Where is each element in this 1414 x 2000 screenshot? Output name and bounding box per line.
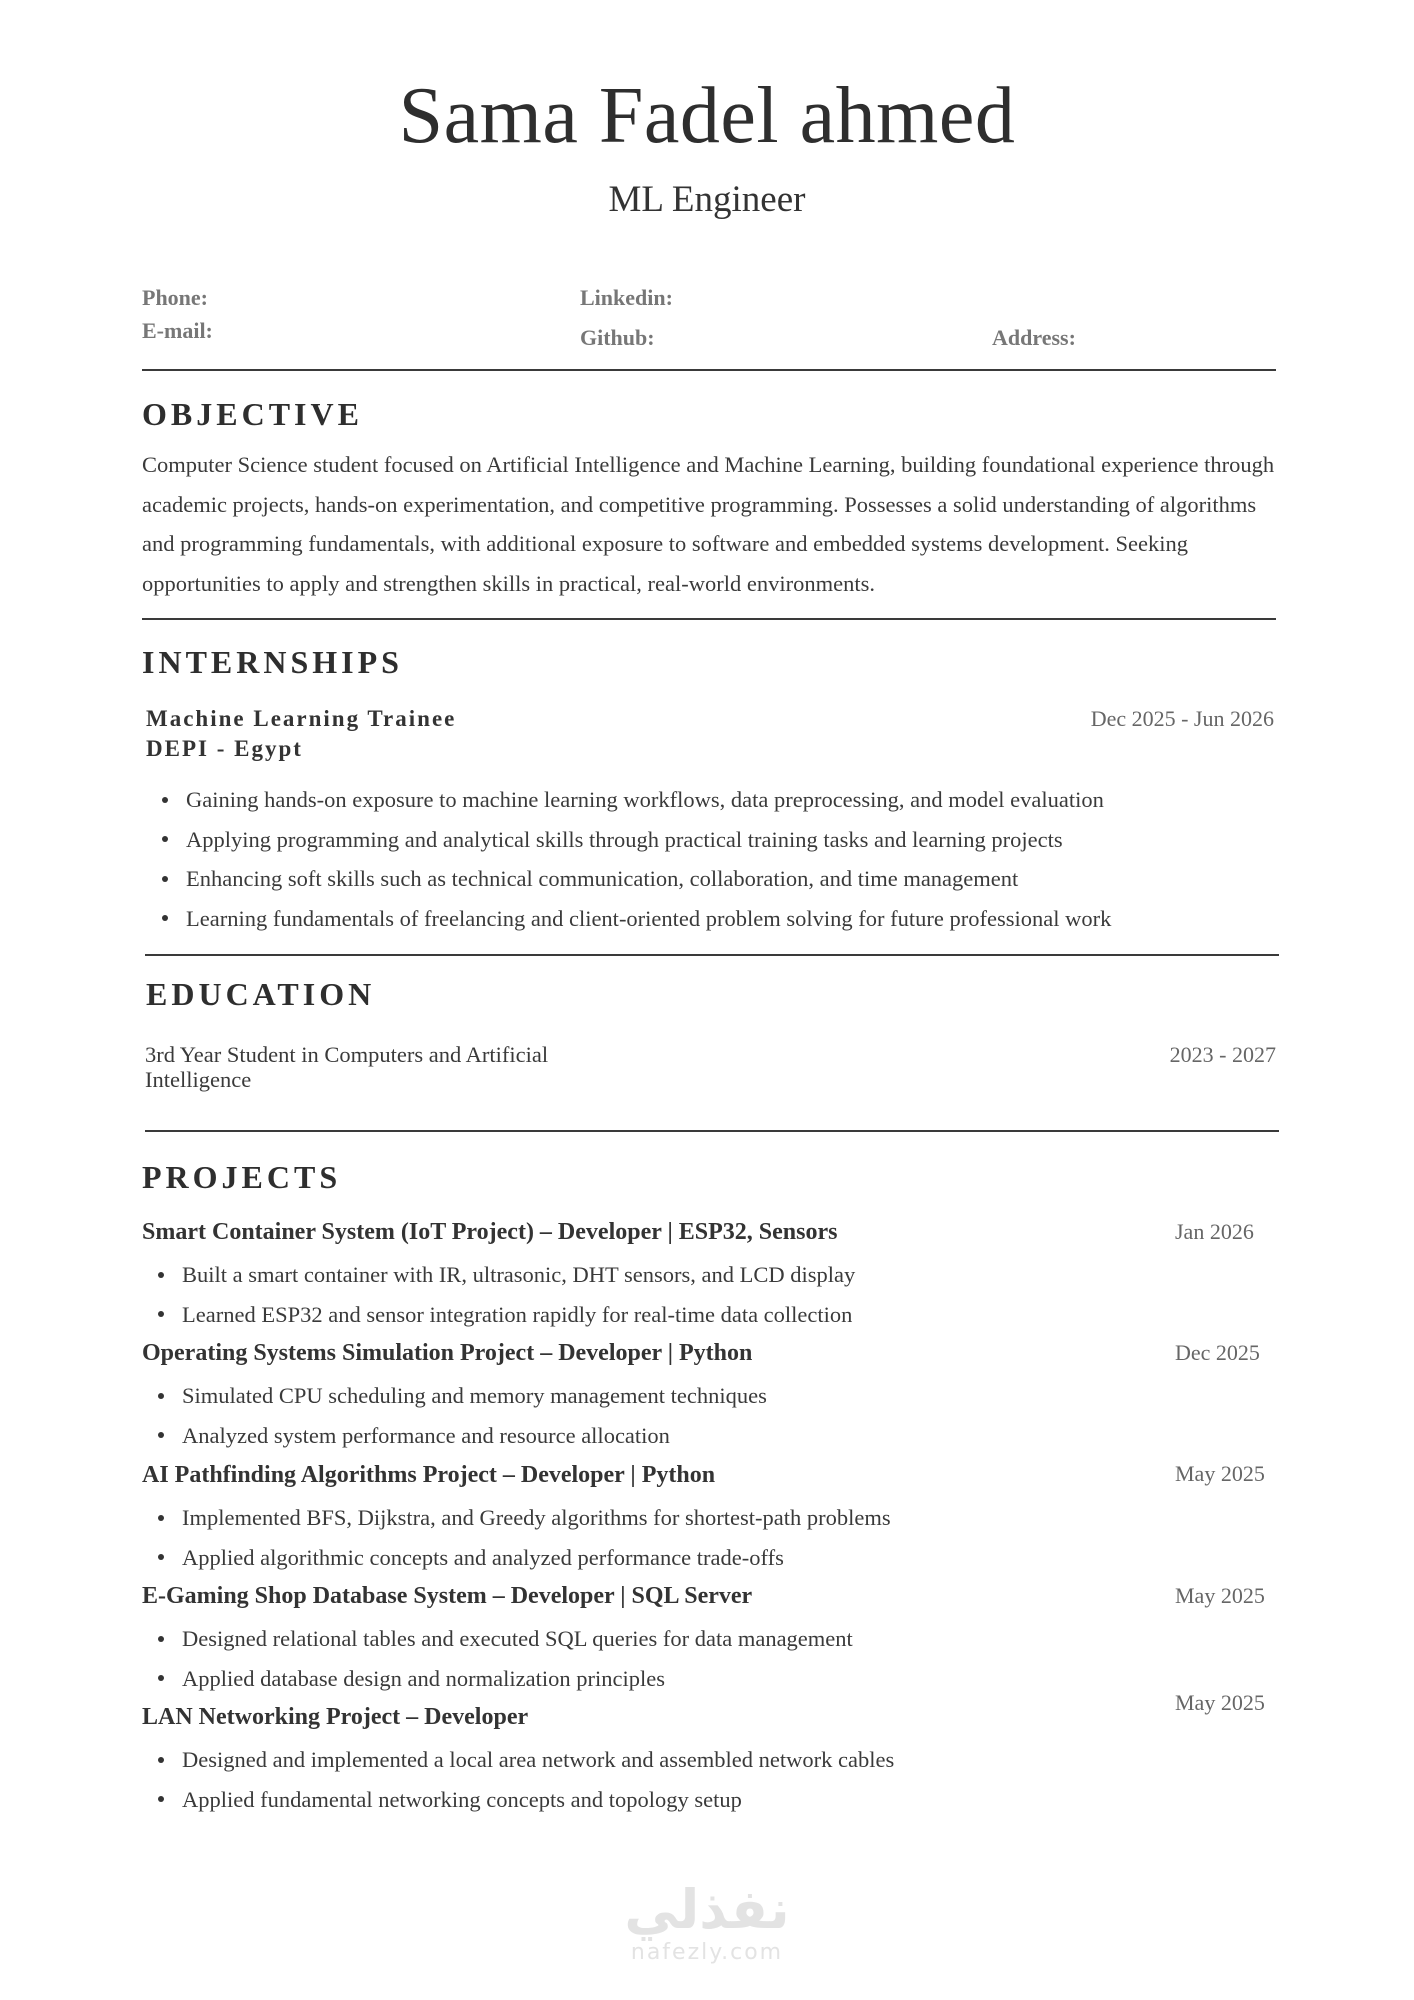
- project-title: LAN Networking Project – Developer: [142, 1704, 529, 1730]
- list-item: Designed and implemented a local area network and assembled network cables: [142, 1740, 894, 1780]
- list-item: Built a smart container with IR, ultrasonic, DHT sensors, and LCD display: [142, 1255, 855, 1295]
- internship-date: Dec 2025 - Jun 2026: [1090, 706, 1274, 731]
- project-title: E-Gaming Shop Database System – Developer | SQL Server: [142, 1583, 753, 1609]
- list-item: Simulated CPU scheduling and memory management techniques: [142, 1376, 767, 1416]
- education-degree-line: 3rd Year Student in Computers and Artificial: [145, 1042, 549, 1067]
- list-item: Designed relational tables and executed SQL queries for data management: [142, 1619, 853, 1659]
- education-degree-line: Intelligence: [145, 1067, 252, 1092]
- project-date: May 2025: [1175, 1461, 1265, 1486]
- list-item: Applied fundamental networking concepts and topology setup: [142, 1780, 894, 1820]
- list-item: Implemented BFS, Dijkstra, and Greedy algorithms for shortest-path problems: [142, 1498, 891, 1538]
- divider: [142, 369, 1276, 371]
- address-label: Address:: [992, 325, 1076, 350]
- internship-role: Machine Learning Trainee: [146, 706, 457, 731]
- project-bullets: [142, 1255, 855, 1334]
- divider: [142, 618, 1276, 620]
- project-bullets: [142, 1740, 894, 1819]
- project-date: May 2025: [1175, 1583, 1265, 1608]
- project-date: Dec 2025: [1175, 1340, 1260, 1365]
- internship-bullets: [146, 780, 1111, 938]
- list-item: Analyzed system performance and resource allocation: [142, 1416, 767, 1456]
- education-heading: EDUCATION: [146, 976, 376, 1012]
- project-date: Jan 2026: [1175, 1219, 1254, 1244]
- list-item: Learned ESP32 and sensor integration rapidly for real-time data collection: [142, 1295, 855, 1335]
- objective-heading: OBJECTIVE: [142, 396, 363, 432]
- project-bullets: [142, 1498, 891, 1577]
- project-title: Smart Container System (IoT Project) – Developer | ESP32, Sensors: [142, 1219, 838, 1245]
- project-date: May 2025: [1175, 1690, 1265, 1715]
- divider: [145, 1130, 1279, 1132]
- objective-text: Computer Science student focused on Artificial Intelligence and Machine Learning, building foundational experience through academic projects, hands-on experimentation, and competitive programming. Possesses a solid understanding of algorithms and programming fundamentals, with additional exposure to software and embedded systems development. Seeking opportunities to apply and strengthen skills in practical, real-world environments.: [142, 452, 1275, 596]
- internships-heading: INTERNSHIPS: [142, 644, 403, 680]
- email-label: E-mail:: [142, 318, 213, 343]
- list-item: Gaining hands-on exposure to machine learning workflows, data preprocessing, and model evaluation: [146, 780, 1111, 820]
- divider: [145, 954, 1279, 956]
- list-item: Applied algorithmic concepts and analyzed performance trade-offs: [142, 1538, 891, 1578]
- education-date: 2023 - 2027: [1169, 1042, 1276, 1067]
- candidate-name: Sama Fadel ahmed: [398, 72, 1016, 160]
- project-bullets: [142, 1376, 767, 1455]
- list-item: Applying programming and analytical skills through practical training tasks and learning projects: [146, 820, 1111, 860]
- list-item: Enhancing soft skills such as technical communication, collaboration, and time management: [146, 859, 1111, 899]
- project-title: Operating Systems Simulation Project – Developer | Python: [142, 1340, 753, 1366]
- watermark-arabic: نفذلي: [624, 1878, 790, 1941]
- candidate-role: ML Engineer: [608, 179, 806, 220]
- site-watermark: [0, 1880, 1414, 1965]
- project-title: AI Pathfinding Algorithms Project – Developer | Python: [142, 1462, 716, 1488]
- linkedin-label: Linkedin:: [580, 285, 673, 310]
- watermark-latin: nafezly.com: [630, 1940, 784, 1965]
- internship-org: DEPI - Egypt: [146, 736, 303, 761]
- list-item: Learning fundamentals of freelancing and client-oriented problem solving for future professional work: [146, 899, 1111, 939]
- phone-label: Phone:: [142, 285, 208, 310]
- list-item: Applied database design and normalization principles: [142, 1659, 853, 1699]
- github-label: Github:: [580, 325, 655, 350]
- project-bullets: [142, 1619, 853, 1698]
- projects-heading: PROJECTS: [142, 1159, 342, 1195]
- education-degree: [145, 1042, 605, 1092]
